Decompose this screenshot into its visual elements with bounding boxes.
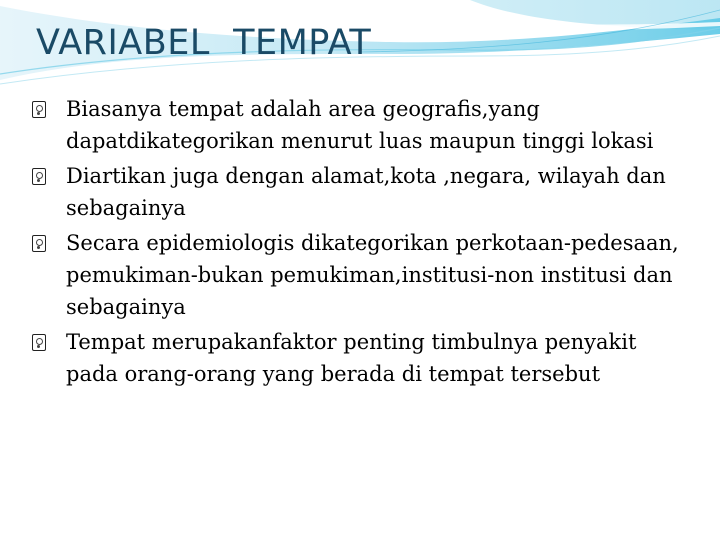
bullet-text: Tempat merupakanfaktor penting timbulnya penyakit pada orang-orang yang berada di tempat tersebut	[66, 330, 637, 386]
slide-title: VARIABEL TEMPAT	[36, 23, 372, 63]
missing-glyph-box-icon	[32, 101, 46, 118]
bullet-item	[30, 93, 690, 157]
bullet-item	[30, 227, 690, 323]
missing-glyph-box-icon	[32, 235, 46, 252]
bullet-text: Secara epidemiologis dikategorikan perkotaan-pedesaan, pemukiman-bukan pemukiman,institusi-non institusi dan sebagainya	[66, 231, 679, 319]
bullet-item	[30, 160, 690, 224]
bullet-list	[30, 93, 690, 393]
missing-glyph-box-icon	[32, 334, 46, 351]
bullet-text: Diartikan juga dengan alamat,kota ,negara, wilayah dan sebagainya	[66, 164, 666, 220]
bullet-text: Biasanya tempat adalah area geografis,yang dapatdikategorikan menurut luas maupun tinggi lokasi	[66, 97, 654, 153]
missing-glyph-box-icon	[32, 168, 46, 185]
bullet-item	[30, 326, 690, 390]
